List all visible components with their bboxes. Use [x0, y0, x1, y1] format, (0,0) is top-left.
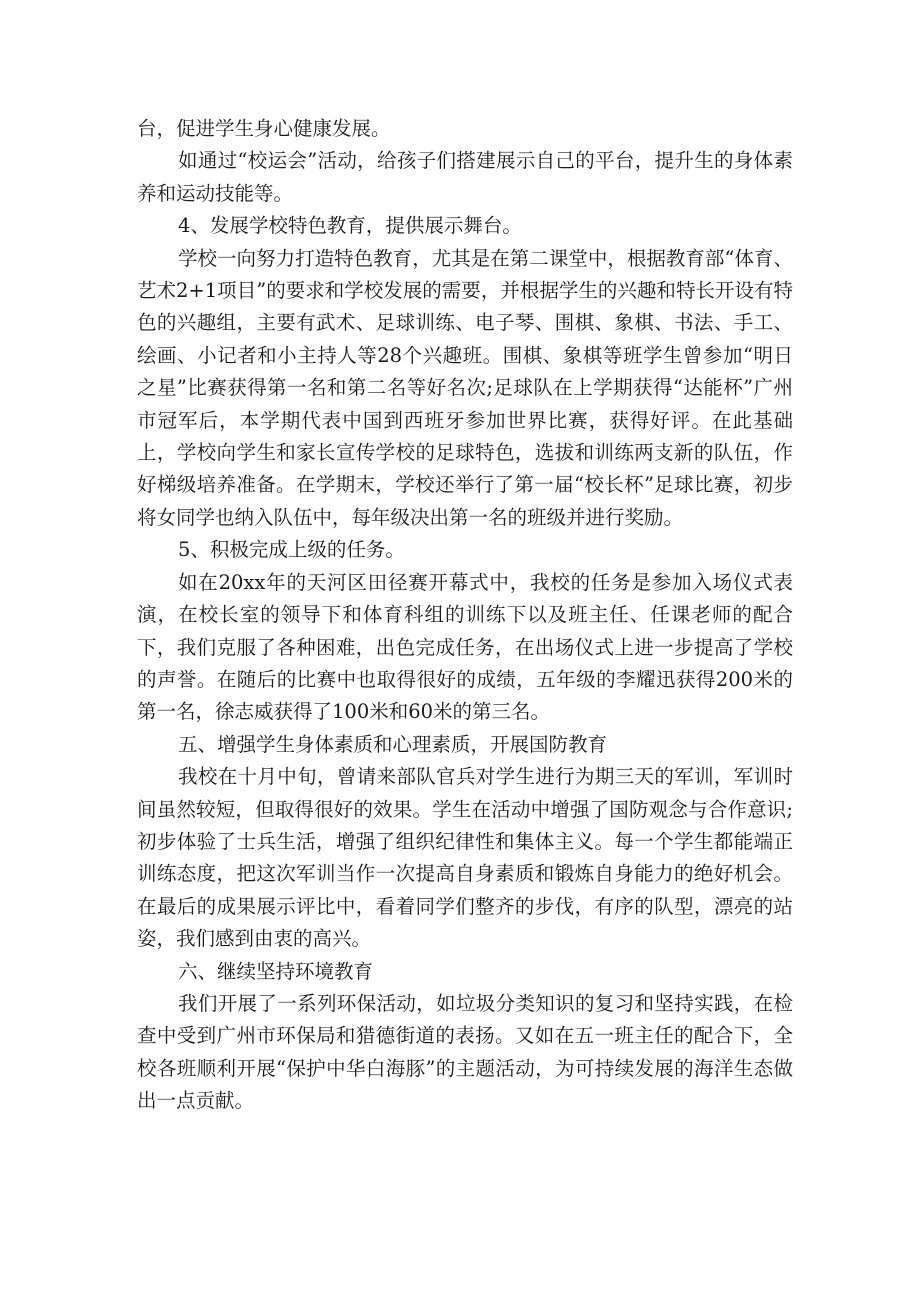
paragraph-tasks: 如在20xx年的天河区田径赛开幕式中，我校的任务是参加入场仪式表演，在校长室的领导下和体育科组的训练下以及班主任、任课老师的配合下，我们克服了各种困难，出色完成任务，在出场仪式上进一步提高了学校的声誉。在随后的比赛中也取得很好的成绩，五年级的李耀迅获得200米的第一名，徐志威获得了100米和60米的第三名。 [137, 570, 793, 724]
paragraph-continuation: 台，促进学生身心健康发展。 [137, 117, 391, 140]
paragraph-sports-meet: 如通过“校运会”活动，给孩子们搭建展示自己的平台，提升生的身体素养和运动技能等。 [137, 149, 793, 205]
paragraph-military-training: 我校在十月中旬，曾请来部队官兵对学生进行为期三天的军训，军训时间虽然较短，但取得很好的效果。学生在活动中增强了国防观念与合作意识;初步体验了士兵生活，增强了组织纪律性和集体主义。每一个学生都能端正训练态度，把这次军训当作一次提高自身素质和锻炼自身能力的绝好机会。在最后的成果展示评比中，看着同学们整齐的步伐，有序的队型，漂亮的站姿，我们感到由衷的高兴。 [137, 765, 793, 951]
section-heading-5: 5、积极完成上级的任务。 [178, 538, 405, 562]
section-heading-five: 五、增强学生身体素质和心理素质，开展国防教育 [178, 732, 608, 756]
document-body [137, 113, 793, 1118]
paragraph-environment: 我们开展了一系列环保活动，如垃圾分类知识的复习和坚持实践，在检查中受到广州市环保局和猎德街道的表扬。又如在五一班主任的配合下，全校各班顺利开展“保护中华白海豚”的主题活动，为可持续发展的海洋生态做出一点贡献。 [137, 991, 793, 1113]
section-heading-six: 六、继续坚持环境教育 [178, 959, 374, 983]
section-heading-4: 4、发展学校特色教育，提供展示舞台。 [178, 214, 522, 238]
paragraph-special-education: 学校一向努力打造特色教育，尤其是在第二课堂中，根据教育部“体育、艺术2+1项目”的要求和学校发展的需要，并根据学生的兴趣和特长开设有特色的兴趣组，主要有武术、足球训练、电子琴、围棋、象棋、书法、手工、绘画、小记者和小主持人等28个兴趣班。围棋、象棋等班学生曾参加“明日之星”比赛获得第一名和第二名等好名次;足球队在上学期获得“达能杯”广州市冠军后，本学期代表中国到西班牙参加世界比赛，获得好评。在此基础上，学校向学生和家长宣传学校的足球特色，选拔和训练两支新的队伍，作好梯级培养准备。在学期末，学校还举行了第一届“校长杯”足球比赛，初步将女同学也纳入队伍中，每年级决出第一名的班级并进行奖励。 [137, 246, 793, 529]
